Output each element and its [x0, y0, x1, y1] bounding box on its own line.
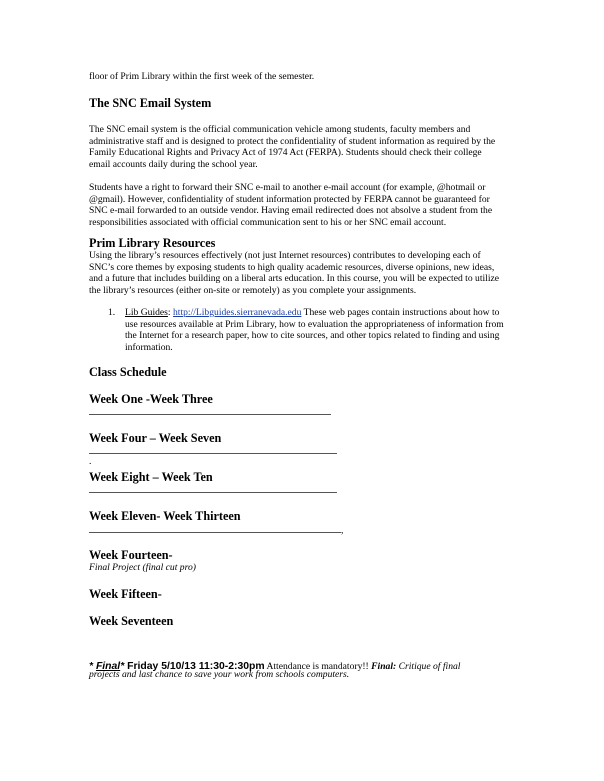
list-item-line4: information. — [125, 341, 173, 353]
list-item-line2: use resources available at Prim Library, how to evaluation the appropriateness of information from — [125, 318, 504, 330]
week-eleven-thirteen: Week Eleven- Week Thirteen — [89, 509, 241, 523]
final-date-time: Friday 5/10/13 11:30-2:30pm — [124, 661, 265, 672]
week-one-rule — [89, 414, 331, 415]
library-para-line3: and a future that includes building on a liberal arts education. In this course, you will be expected to utilize — [89, 273, 500, 285]
week-eleven-rule — [89, 532, 341, 533]
week-eight-ten: Week Eight – Week Ten — [89, 470, 213, 484]
library-para-line4: the library’s resources (either on-site or remotely) as you complete your assignments. — [89, 284, 417, 296]
final-star-close: * — [120, 661, 125, 672]
email-para2-line3: SNC e-mail forwarded to an outside vendor. Having email redirected does not absolve a student from the — [89, 205, 493, 217]
email-para2-line4: responsibilities associated with official communication sent to his or her SNC email account. — [89, 216, 447, 228]
list-item-line3: the Internet for a research paper, how to cite sources, and other topics related to finding and using — [125, 330, 500, 342]
week-eight-rule — [89, 492, 337, 493]
list-item-libguides — [125, 307, 499, 319]
intro-line: floor of Prim Library within the first week of the semester. — [89, 71, 315, 82]
trailing-comma: , — [341, 525, 344, 536]
week-four-seven: Week Four – Week Seven — [89, 431, 222, 445]
email-para2-line2: @gmail). However, confidentiality of student information protected by FERPA cannot be guaranteed for — [89, 193, 490, 205]
final-mandatory: Attendance is mandatory!! — [264, 661, 372, 672]
week-fourteen: Week Fourteen- — [89, 548, 173, 562]
week-fourteen-note: Final Project (final cut pro) — [89, 562, 196, 573]
schedule-heading: Class Schedule — [89, 365, 167, 379]
list-item-number: 1. — [108, 307, 116, 318]
libguides-link[interactable]: http://Libguides.sierranevada.edu — [172, 307, 302, 318]
final-star-open: * — [89, 661, 96, 672]
email-para1-line1: The SNC email system is the official communication vehicle among students, faculty members and — [89, 124, 471, 135]
email-para1-line3: Family Educational Rights and Privacy Act of 1974 Act (FERPA). Students should check their college — [89, 147, 482, 159]
week-one-three: Week One -Week Three — [89, 392, 213, 406]
stray-dot: . — [89, 456, 92, 467]
final-critique: Critique of final — [396, 661, 461, 672]
library-para-line2: SNC’s core themes by exposing students to high quality academic resources, diverse opinions, new ideas, — [89, 261, 495, 273]
week-four-rule — [89, 453, 337, 454]
email-para1-line2: administrative staff and is designed to protect the confidentiality of student information as required by the — [89, 135, 496, 147]
week-seventeen: Week Seventeen — [89, 614, 174, 628]
email-para2-line1: Students have a right to forward their SNC e-mail to another e-mail account (for example, @hotmail or — [89, 182, 486, 193]
email-para1-line4: email accounts daily during the school year. — [89, 158, 258, 170]
library-para-line1: Using the library’s resources effectively (not just Internet resources) contributes to developing each of — [89, 250, 481, 261]
email-heading: The SNC Email System — [89, 96, 212, 110]
libguides-label: Lib Guides — [125, 307, 168, 318]
libguides-desc: These web pages contain instructions about how to — [301, 307, 500, 318]
final-word: Final — [95, 661, 121, 672]
final-label: Final: — [371, 661, 397, 672]
week-fifteen: Week Fifteen- — [89, 587, 162, 601]
final-exam-line2: projects and last chance to save your work from schools computers. — [89, 669, 350, 680]
libguides-colon: : — [167, 307, 173, 318]
library-heading: Prim Library Resources — [89, 236, 216, 250]
